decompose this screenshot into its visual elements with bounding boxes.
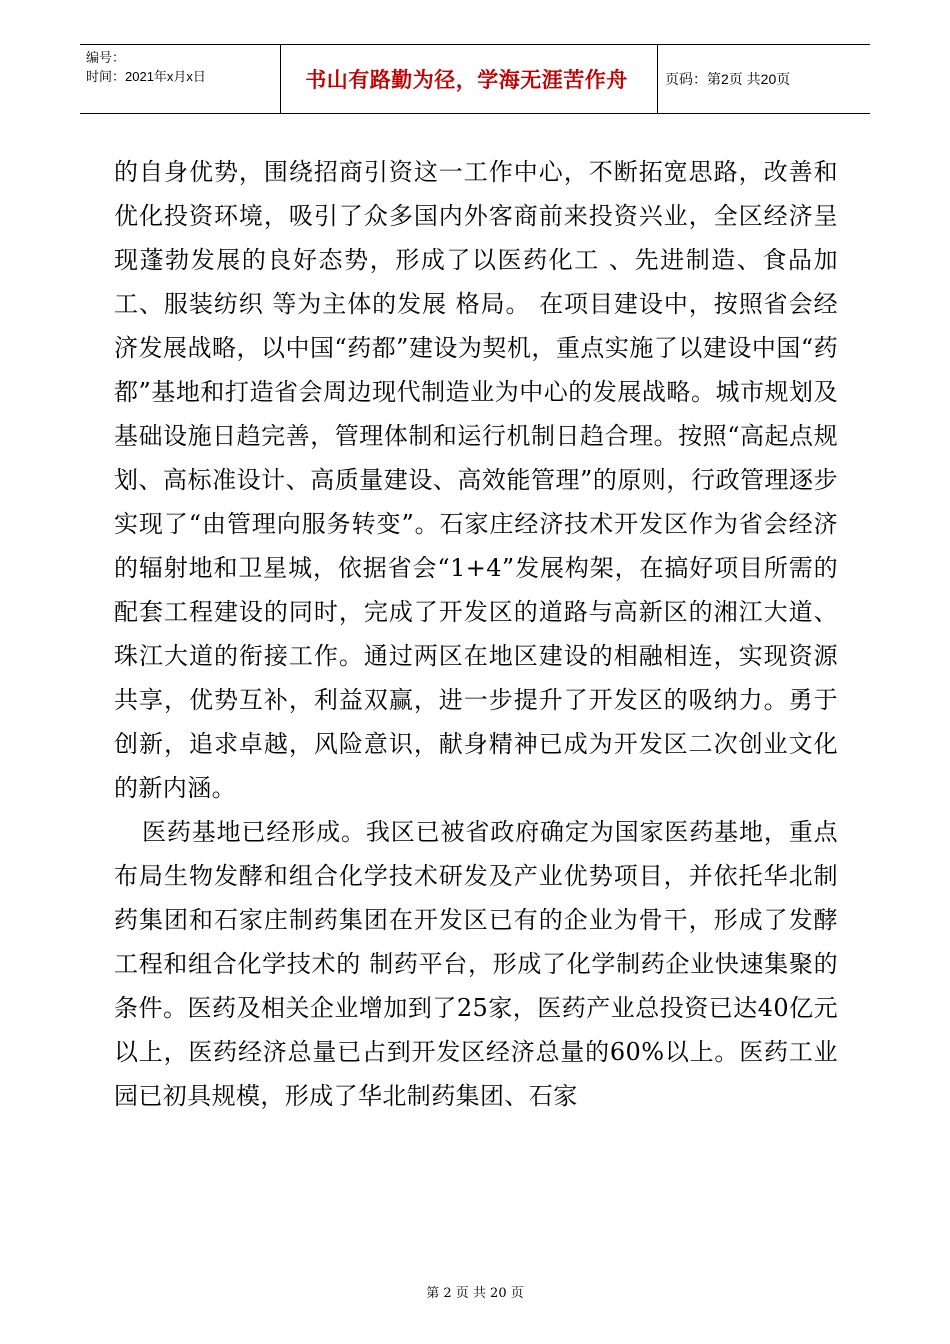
document-body [114, 150, 838, 1118]
page-header [80, 44, 870, 114]
body-paragraph: 的自身优势，围绕招商引资这一工作中心，不断拓宽思路，改善和优化投资环境，吸引了众多国内外客商前来投资兴业，全区经济呈现蓬勃发展的良好态势，形成了以医药化工 、先进制造、食品加工、服装纺织 等为主体的发展 格局。 在项目建设中，按照省会经济发展战略，以中国“药都”建设为契机，重点实施了以建设中国“药都”基地和打造省会周边现代制造业为中心的发展战略。城市规划及基础设施日趋完善，管理体制和运行机制日趋合理。按照“高起点规划、高标准设计、高质量建设、高效能管理”的原则，行政管理逐步实现了“由管理向服务转变”。石家庄经济技术开发区作为省会经济的辐射地和卫星城，依据省会“1+4”发展构架，在搞好项目所需的配套工程建设的同时，完成了开发区的道路与高新区的湘江大道、珠江大道的衔接工作。通过两区在地区建设的相融相连，实现资源共享，优势互补，利益双赢，进一步提升了开发区的吸纳力。勇于创新，追求卓越，风险意识，献身精神已成为开发区二次创业文化的新内涵。 [114, 158, 838, 802]
header-page-code: 页码：第2页 共20页 [665, 71, 791, 87]
serial-number-label: 编号： [86, 50, 126, 65]
header-meta [86, 48, 276, 86]
page-footer: 第 2 页 共 20 页 [426, 1286, 524, 1301]
header-motto: 书山有路勤为径，学海无涯苦作舟 [305, 68, 628, 92]
body-paragraph: 医药基地已经形成。我区已被省政府确定为国家医药基地，重点布局生物发酵和组合化学技术研发及产业优势项目，并依托华北制药集团和石家庄制药集团在开发区已有的企业为骨干，形成了发酵工程和组合化学技术的 制药平台，形成了化学制药企业快速集聚的条件。医药及相关企业增加到了25家，医药产业总投资已达40亿元以上，医药经济总量已占到开发区经济总量的60%以上。医药工业园已初具规模，形成了华北制药集团、石家 [114, 818, 838, 1110]
date-line: 时间：2021年x月x日 [86, 69, 206, 84]
